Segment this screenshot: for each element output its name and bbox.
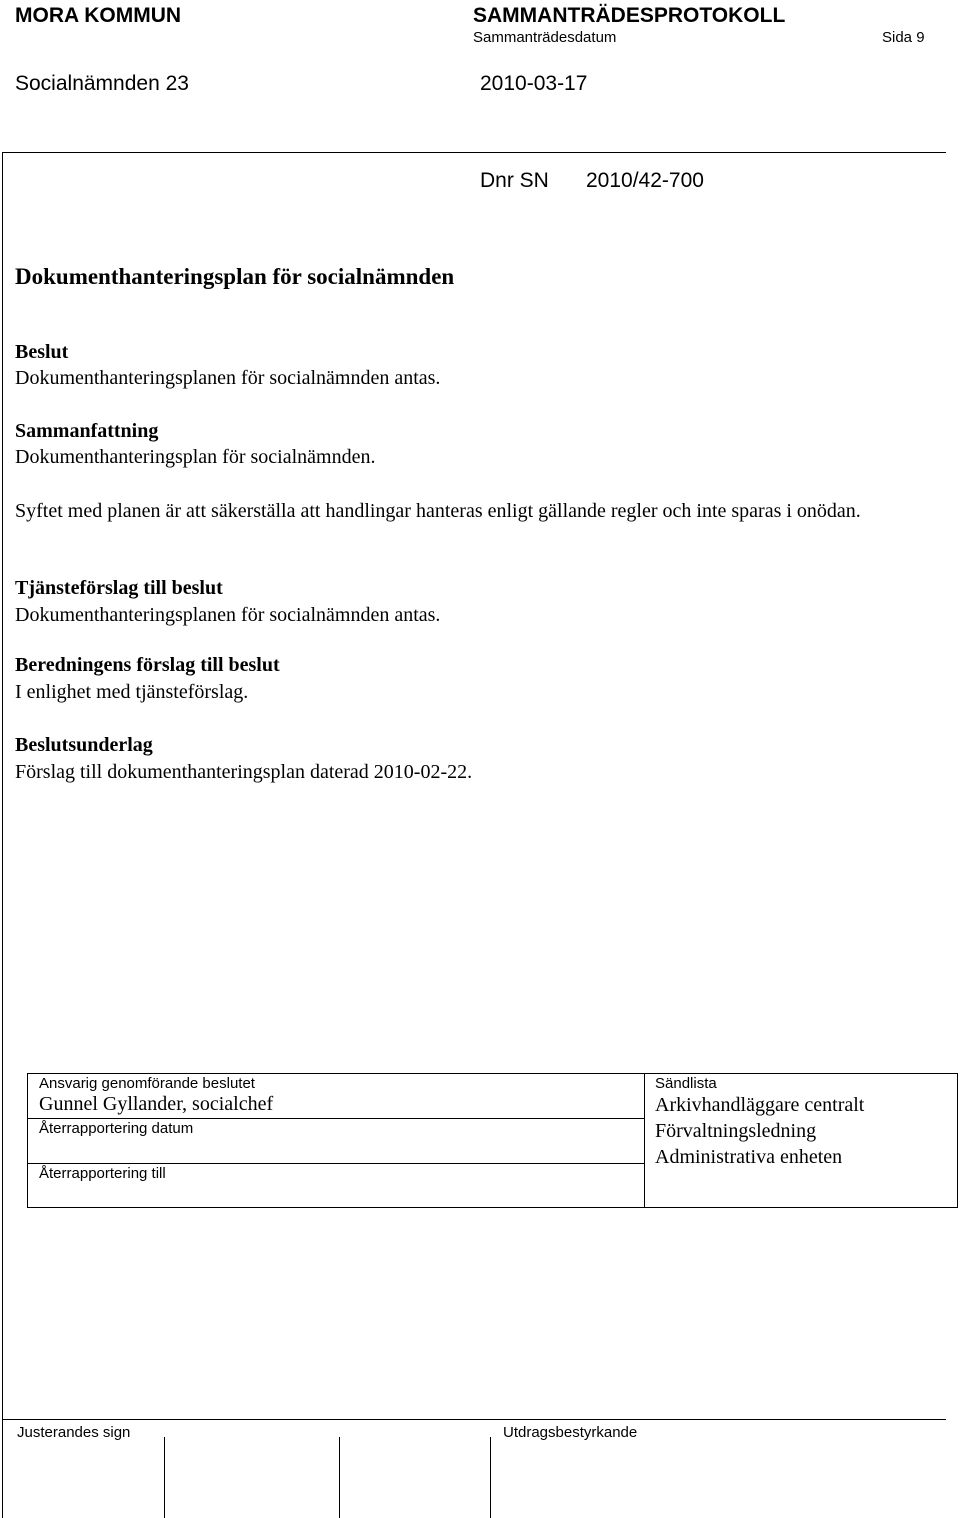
document-title: Dokumenthanteringsplan för socialnämnden [15,264,455,289]
page-number: Sida 9 [882,29,925,46]
frame-top-line [2,152,946,153]
sammanfattning-text-1: Dokumenthanteringsplan för socialnämnden. [15,446,376,468]
beslutsunderlag-heading: Beslutsunderlag [15,734,153,756]
box-right-line [957,1073,958,1208]
sendlist-label: Sändlista [655,1075,717,1092]
dnr-number: 2010/42-700 [586,169,704,192]
sign-box-divider [164,1437,165,1518]
sendlist-item: Förvaltningsledning [655,1120,817,1142]
footer-top-line [2,1419,946,1420]
meeting-date: 2010-03-17 [480,72,588,95]
organization-name: MORA KOMMUN [15,4,182,27]
tjansteforslag-heading: Tjänsteförslag till beslut [15,577,223,599]
sign-box-divider [490,1437,491,1518]
beslutsunderlag-text: Förslag till dokumenthanteringsplan daterad 2010-02-22. [15,761,473,783]
board-name: Socialnämnden 23 [15,72,189,95]
box-top-line [27,1073,958,1074]
box-bottom-line [27,1207,958,1208]
box-left-line [27,1073,28,1208]
dnr-label: Dnr SN [480,169,549,192]
responsible-label: Ansvarig genomförande beslutet [39,1075,255,1092]
sendlist-item: Administrativa enheten [655,1146,843,1168]
beslut-heading: Beslut [15,341,69,363]
box-row-line-2 [27,1163,645,1164]
sammanfattning-heading: Sammanfattning [15,420,159,442]
sign-label: Justerandes sign [17,1424,131,1441]
responsible-value: Gunnel Gyllander, socialchef [39,1093,274,1115]
tjansteforslag-text: Dokumenthanteringsplanen för socialnämnden antas. [15,604,441,626]
sammanfattning-text-2: Syftet med planen är att säkerställa att handlingar hanteras enligt gällande regler och inte sparas i onödan. [15,500,861,522]
beredning-heading: Beredningens förslag till beslut [15,654,280,676]
beslut-text: Dokumenthanteringsplanen för socialnämnden antas. [15,367,441,389]
meeting-date-label: Sammanträdesdatum [473,29,617,46]
frame-left-line [2,152,3,1518]
report-date-label: Återrapportering datum [39,1120,194,1137]
sign-box-divider [339,1437,340,1518]
box-row-line-1 [27,1118,645,1119]
certification-label: Utdragsbestyrkande [503,1424,638,1441]
document-type: SAMMANTRÄDESPROTOKOLL [473,4,786,27]
beredning-text: I enlighet med tjänsteförslag. [15,681,249,703]
box-divider-line [644,1073,645,1208]
sendlist-item: Arkivhandläggare centralt [655,1094,865,1116]
report-to-label: Återrapportering till [39,1165,166,1182]
